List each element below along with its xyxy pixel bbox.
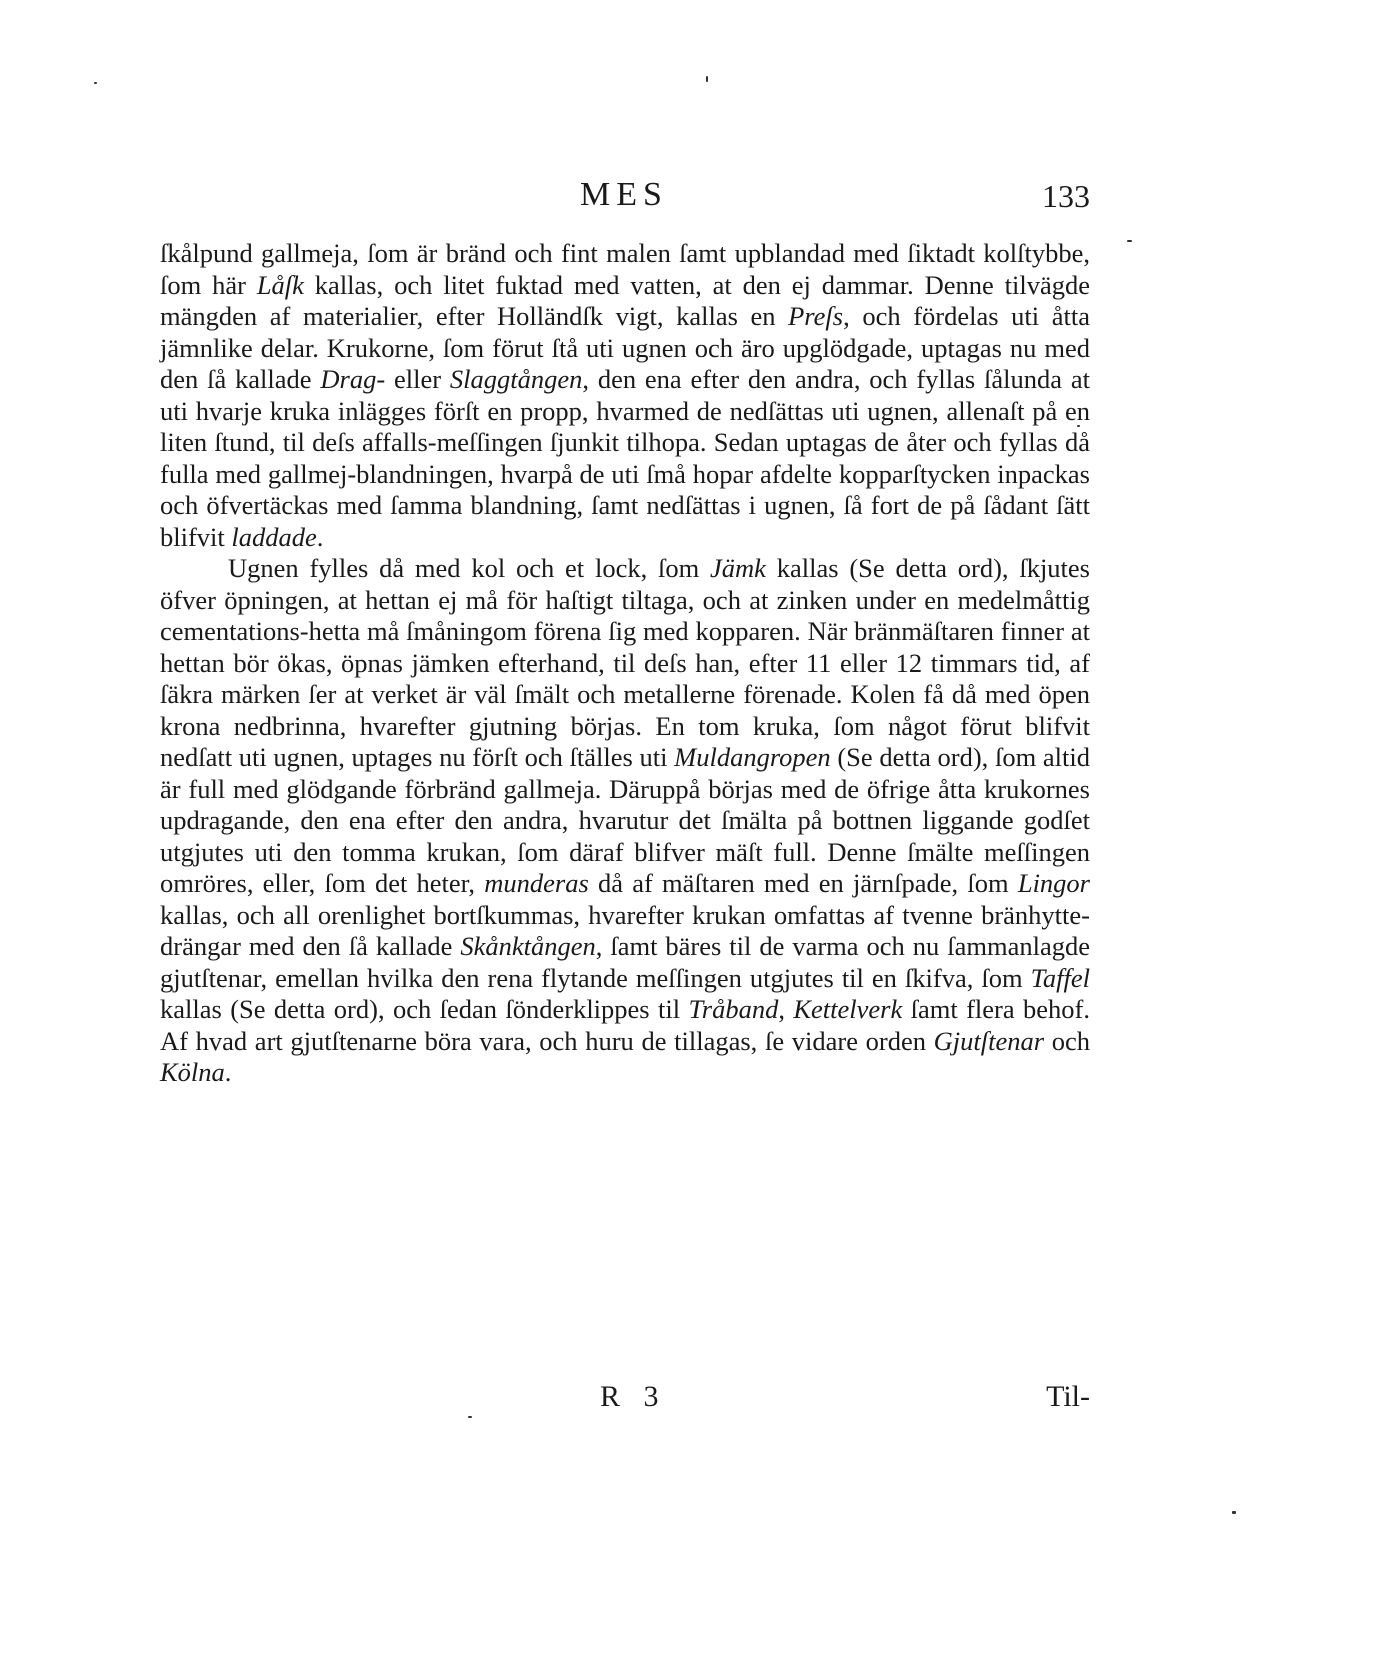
page-header xyxy=(160,176,1100,220)
paragraph-1 xyxy=(160,238,1090,553)
italic-term: Jämk xyxy=(710,553,766,583)
italic-term: Kettelverk xyxy=(793,994,903,1024)
italic-term: Tråband xyxy=(688,994,779,1024)
text-run: , xyxy=(778,994,794,1024)
text-run: och xyxy=(1044,1025,1090,1056)
italic-term: Slaggtången xyxy=(449,364,583,394)
text-run: , och fördelas uti åtta jämnlike delar. Krukorne, ſom förut ſtå uti ugnen och äro upglödgade, uptagas nu med den ſå kallade xyxy=(160,301,1090,394)
text-run: , den ena efter den andra, och fyllas ſålunda at uti hvarje kruka inlägges förſt en propp, hvarmed de nedſättas uti ugnen, allenaſt på en liten ſtund, til deſs affalls-meſſingen ſjunkit tilhopa. Sedan uptagas de åter och fyllas då fulla med gallmej-blandningen, hvarpå de uti ſmå hopar afdelte kopparſtycken inpackas och öfvertäckas med ſamma blandning, ſamt nedſättas i ugnen, ſå fort de på ſådant ſätt blifvit xyxy=(160,364,1090,552)
running-head: MES xyxy=(580,176,668,213)
italic-term: Muldangropen xyxy=(674,742,831,772)
italic-term: Lingor xyxy=(1017,868,1090,898)
text-run: . xyxy=(224,1057,232,1087)
text-run: eller xyxy=(385,364,450,394)
scan-speck xyxy=(468,1416,472,1418)
italic-term: laddade xyxy=(231,521,317,552)
italic-term: Taffel xyxy=(1030,962,1090,993)
scan-speck xyxy=(1077,425,1080,427)
scan-speck xyxy=(1127,240,1132,242)
text-run: (Se detta ord), ſom altid är full med glödgande förbränd gallmeja. Däruppå börjas med de öfrige åtta krukornes updragande, den ena efter den andra, hvarutur det ſmälta på bottnen liggande godſet utgjutes uti den tomma krukan, ſom däraf blifver mäſt full. Denne ſmälte meſſingen omröres, eller, ſom det heter, xyxy=(160,742,1090,898)
paragraph-2 xyxy=(160,553,1090,1089)
signature-mark: R 3 xyxy=(600,1380,667,1413)
italic-term: Skånktången xyxy=(460,931,596,961)
text-run: ſamt flera behof. Af hvad art gjutſtenarne böra vara, och huru de tillagas, ſe vidare orden xyxy=(160,994,1090,1056)
italic-term: Drag- xyxy=(320,364,386,394)
scan-speck xyxy=(94,82,97,84)
catchword: Til- xyxy=(1046,1380,1090,1413)
scan-speck xyxy=(1232,1511,1236,1514)
italic-term: Preſs xyxy=(788,301,844,331)
text-run: då af mäſtaren med en järnſpade, ſom xyxy=(588,868,1018,898)
text-run: ſkålpund gallmeja, ſom är bränd och fint malen ſamt upblandad med ſiktadt kolſtybbe, ſom här xyxy=(160,238,1090,300)
page-number: 133 xyxy=(1042,178,1090,214)
italic-term: Låſk xyxy=(256,269,304,300)
text-run: , ſamt bäres til de varma och nu ſammanlagde gjutſtenar, emellan hvilka den rena flytande meſſingen utgjutes til en ſkifva, ſom xyxy=(160,931,1090,993)
scan-speck xyxy=(706,76,708,82)
text-run: kallas, och all orenlighet bortſkummas, hvarefter krukan omfattas af tvenne bränhytte-drängar med den ſå kallade xyxy=(160,899,1090,961)
italic-term: munderas xyxy=(484,868,589,898)
italic-term: Kölna xyxy=(160,1057,225,1087)
text-run: kallas (Se detta ord), och ſedan ſönderklippes til xyxy=(160,994,689,1024)
italic-term: Gjutſtenar xyxy=(933,1025,1045,1056)
page-footer xyxy=(160,1380,1090,1420)
text-run: kallas, och litet fuktad med vatten, at den ej dammar. Denne tilvägde mängden af materialier, efter Holländſk vigt, kallas en xyxy=(160,269,1090,331)
text-run: . xyxy=(316,521,324,552)
text-run: Ugnen fylles då med kol och et lock, ſom xyxy=(228,553,711,583)
text-run: kallas (Se detta ord), ſkjutes öfver öpningen, at hettan ej må för haſtigt tiltaga, och at zinken under en medelmåttig cementations-hetta må ſmåningom förena ſig med kopparen. När bränmäſtaren finner at hettan bör ökas, öpnas jämken efterhand, til deſs han, efter 11 eller 12 timmars tid, af ſäkra märken ſer at verket är väl ſmält och metallerne förenade. Kolen få då med öpen krona nedbrinna, hvarefter gjutning börjas. En tom kruka, ſom något förut blifvit nedſatt uti ugnen, uptages nu förſt och ſtälles uti xyxy=(160,553,1090,772)
body-text xyxy=(160,238,1090,1089)
